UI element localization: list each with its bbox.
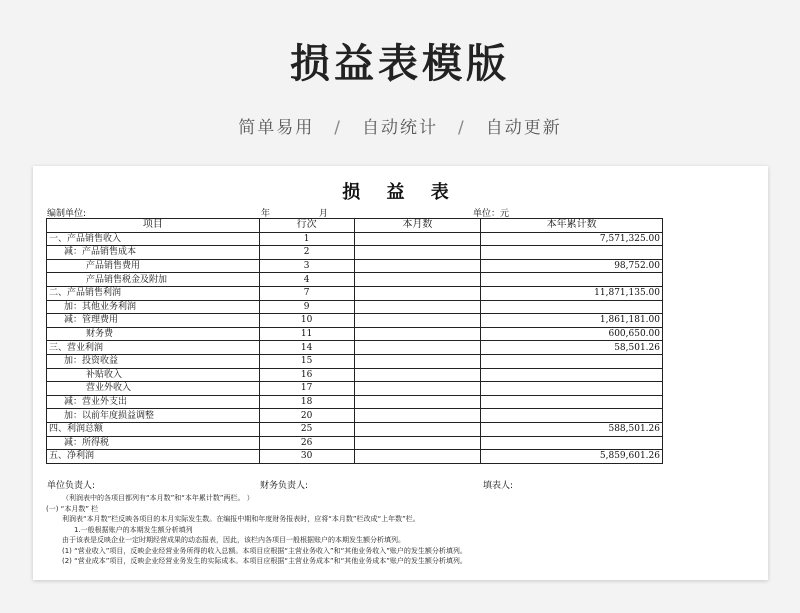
row-ytd: 1,861,181.00	[481, 314, 663, 328]
note-line: (一) “本月数” 栏	[46, 504, 99, 513]
preparer-signature: 填表人:	[483, 481, 514, 491]
row-ytd: 5,859,601.26	[481, 450, 663, 464]
row-item: 减：管理费用	[47, 314, 260, 328]
row-line: 26	[259, 436, 354, 450]
row-month	[354, 422, 481, 436]
row-item: 减：所得税	[47, 436, 260, 450]
table-header-row	[47, 219, 663, 233]
row-line: 14	[259, 341, 354, 355]
row-ytd: 7,571,325.00	[481, 232, 663, 246]
row-month	[354, 436, 481, 450]
finance-head-signature: 财务负责人:	[260, 481, 309, 491]
feature-tagline	[0, 113, 800, 138]
tag-auto-update: 自动更新	[485, 118, 562, 138]
row-item: 补贴收入	[47, 368, 260, 382]
row-ytd	[481, 246, 663, 260]
note-line: 由于该表是反映企业一定时期经营成果的动态报表，因此，该栏内各项目一般根据账户的本期发生额分析填列。	[62, 536, 405, 544]
row-item: 减：产品销售成本	[47, 246, 260, 260]
row-month	[354, 409, 481, 423]
table-row	[47, 300, 663, 314]
row-item: 加：其他业务利润	[47, 300, 260, 314]
note-line: (1) “营业收入”项目，反映企业经营业务所得的收入总额。本项目应根据“主营业务收入”和“其他业务收入”账户的发生额分析填列。	[62, 546, 467, 555]
month-label: 月	[319, 209, 329, 219]
note-line: (2) “营业成本”项目，反映企业经营业务发生的实际成本。本项目应根据“主营业务成本”和“其他业务成本”账户的发生额分析填列。	[62, 557, 467, 565]
row-ytd	[481, 436, 663, 450]
table-row	[47, 286, 663, 300]
table-row	[47, 259, 663, 273]
table-row	[47, 232, 663, 246]
row-month	[354, 354, 481, 368]
separator: /	[458, 118, 466, 138]
row-item: 营业外收入	[47, 382, 260, 396]
row-line: 30	[259, 450, 354, 464]
table-row	[47, 422, 663, 436]
row-line: 16	[259, 368, 354, 382]
row-month	[354, 327, 481, 341]
row-line: 25	[259, 422, 354, 436]
note-line: 利润表“本月数”栏反映各项目的本月实际发生数。在编报中期和年度财务报表时，应将“本月数”栏改成“上年数”栏。	[62, 515, 420, 523]
row-month	[354, 259, 481, 273]
row-line: 2	[259, 246, 354, 260]
row-item: 四、利润总额	[47, 422, 260, 436]
row-month	[354, 395, 481, 409]
table-row	[47, 382, 663, 396]
row-line: 3	[259, 259, 354, 273]
row-ytd: 98,752.00	[481, 259, 663, 273]
row-ytd	[481, 409, 663, 423]
row-ytd	[481, 354, 663, 368]
row-ytd: 58,501.26	[481, 341, 663, 355]
row-month	[354, 368, 481, 382]
table-row	[47, 327, 663, 341]
row-item: 二、产品销售利润	[47, 286, 260, 300]
tag-easy: 简单易用	[238, 118, 315, 138]
row-month	[354, 246, 481, 260]
note-line: 1.一般根据账户的本期发生额分析填列	[74, 525, 193, 534]
row-ytd	[481, 273, 663, 287]
row-month	[354, 382, 481, 396]
income-statement-table	[46, 218, 663, 464]
row-item: 加：投资收益	[47, 354, 260, 368]
row-month	[354, 450, 481, 464]
table-row	[47, 341, 663, 355]
table-row	[47, 314, 663, 328]
unit-label: 单位：元	[473, 209, 510, 219]
row-item: 五、净利润	[47, 450, 260, 464]
row-item: 产品销售税金及附加	[47, 273, 260, 287]
row-line: 10	[259, 314, 354, 328]
year-label: 年	[261, 209, 271, 219]
row-item: 一、产品销售收入	[47, 232, 260, 246]
table-row	[47, 246, 663, 260]
row-ytd	[481, 395, 663, 409]
row-ytd	[481, 300, 663, 314]
row-month	[354, 286, 481, 300]
header-line: 行次	[259, 219, 354, 233]
row-item: 减：营业外支出	[47, 395, 260, 409]
tag-auto-stats: 自动统计	[362, 118, 438, 138]
row-ytd	[481, 368, 663, 382]
table-row	[47, 450, 663, 464]
row-line: 18	[259, 395, 354, 409]
row-line: 7	[259, 286, 354, 300]
row-item: 财务费	[47, 327, 260, 341]
header-month: 本月数	[354, 219, 481, 233]
row-ytd	[481, 382, 663, 396]
compiler-label: 编制单位:	[47, 209, 87, 219]
row-line: 20	[259, 409, 354, 423]
row-item: 产品销售费用	[47, 259, 260, 273]
row-item: 加：以前年度损益调整	[47, 409, 260, 423]
header-item: 项目	[47, 219, 260, 233]
row-month	[354, 341, 481, 355]
unit-head-signature: 单位负责人:	[47, 481, 96, 491]
note-line: （利润表中的各项目都列有“本月数”和“本年累计数”两栏。 ）	[62, 494, 254, 502]
row-ytd: 600,650.00	[481, 327, 663, 341]
header-ytd: 本年累计数	[481, 219, 663, 233]
table-row	[47, 368, 663, 382]
row-month	[354, 300, 481, 314]
income-statement-sheet	[33, 166, 768, 580]
row-line: 1	[259, 232, 354, 246]
row-line: 9	[259, 300, 354, 314]
statement-title: 损 益 表	[342, 182, 459, 203]
row-item: 三、营业利润	[47, 341, 260, 355]
row-line: 11	[259, 327, 354, 341]
row-line: 4	[259, 273, 354, 287]
explanatory-notes	[46, 493, 746, 567]
row-month	[354, 314, 481, 328]
row-ytd: 588,501.26	[481, 422, 663, 436]
table-row	[47, 436, 663, 450]
row-ytd: 11,871,135.00	[481, 286, 663, 300]
page-title: 损益表模版	[290, 41, 510, 87]
row-line: 15	[259, 354, 354, 368]
table-row	[47, 395, 663, 409]
table-row	[47, 273, 663, 287]
table-row	[47, 409, 663, 423]
row-month	[354, 232, 481, 246]
separator: /	[334, 118, 342, 138]
row-month	[354, 273, 481, 287]
table-row	[47, 354, 663, 368]
row-line: 17	[259, 382, 354, 396]
